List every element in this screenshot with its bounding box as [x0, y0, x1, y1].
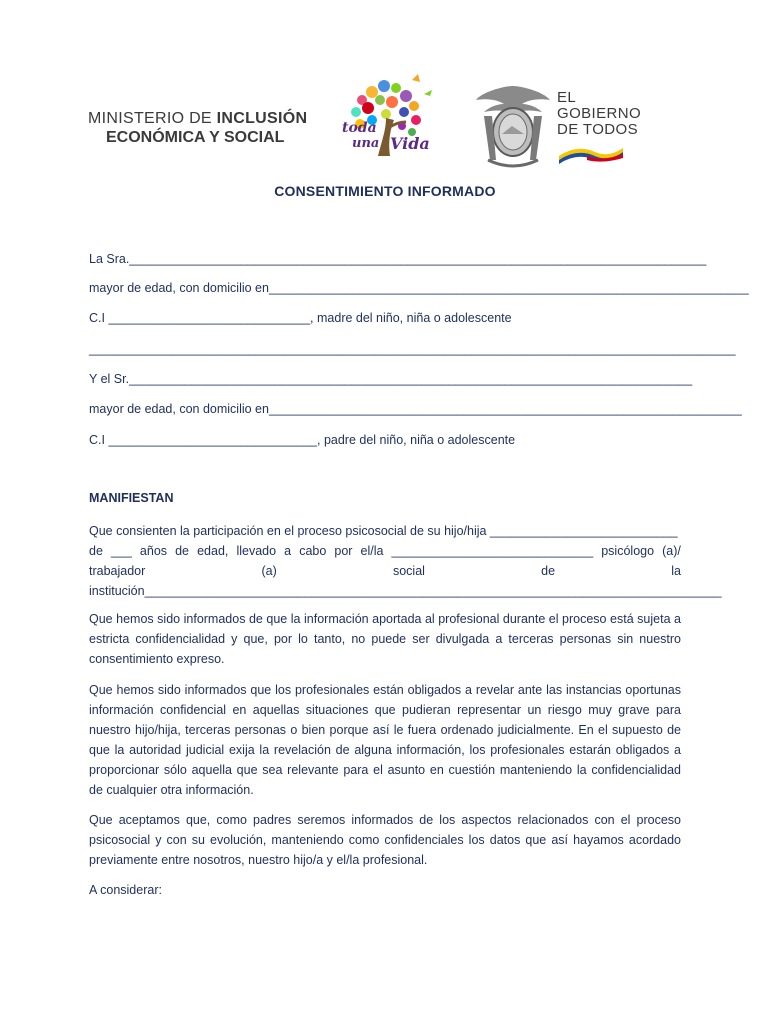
tree-text-una: una	[352, 136, 380, 151]
field-domicilio-madre[interactable]: mayor de edad, con domicilio en_____________________________________________________________________	[89, 281, 749, 295]
gobierno-line2: GOBIERNO	[557, 105, 642, 122]
toda-una-vida-logo	[342, 70, 436, 162]
field-sr[interactable]: Y el Sr._________________________________________________________________________________	[89, 372, 693, 386]
field-ci-madre[interactable]: C.I _____________________________, madre del niño, niña o adolescente	[89, 311, 512, 325]
flag-wave-icon	[557, 142, 625, 164]
coat-of-arms-icon	[474, 82, 552, 170]
el-gobierno-de-todos-logo	[557, 89, 642, 169]
field-domicilio-padre[interactable]: mayor de edad, con domicilio en____________________________________________________________________	[89, 402, 742, 416]
paragraph-confidencialidad: Que hemos sido informados de que la información aportada al profesional durante el proceso está sujeta a estricta confidencialidad y que, por lo tanto, no puede ser divulgada a terceras personas sin nuestro consentimiento expreso.	[89, 612, 681, 666]
gobierno-line3: DE TODOS	[557, 121, 638, 138]
section-heading-manifiestan: MANIFIESTAN	[89, 491, 174, 505]
ministerio-line2: ECONÓMICA Y SOCIAL	[106, 129, 285, 146]
field-ci-padre[interactable]: C.I ______________________________, padre del niño, niña o adolescente	[89, 433, 516, 447]
ministerio-line1: MINISTERIO DE INCLUSIÓN	[88, 110, 308, 127]
field-sra[interactable]: La Sra.___________________________________________________________________________________	[89, 252, 707, 266]
consent-line-1[interactable]: Que consienten la participación en el proceso psicosocial de su hijo/hija ___________________________	[89, 524, 678, 538]
paragraph-consent	[89, 521, 722, 601]
ecuador-coat-of-arms	[474, 82, 552, 170]
consent-line-4[interactable]: institución___________________________________________________________________________________	[89, 584, 722, 598]
paragraph-a-considerar: A considerar:	[89, 883, 162, 897]
ministerio-logo	[88, 110, 308, 147]
gobierno-line1: EL	[557, 89, 577, 106]
paragraph-aceptacion-padres: Que aceptamos que, como padres seremos informados de los aspectos relacionados con el proceso psicosocial y con su evolución, manteniendo como confidenciales los datos que así hayamos acordado previamente entre nosotros, nuestro hijo/a y el/la profesional.	[89, 813, 681, 867]
consent-line-3: trabajador (a) social de la	[89, 564, 681, 578]
document-title: CONSENTIMIENTO INFORMADO	[274, 183, 496, 199]
tree-text-toda: toda	[342, 120, 377, 136]
field-blank-line[interactable]: _____________________________________________________________________________________________	[89, 342, 736, 356]
paragraph-obligacion-revelar: Que hemos sido informados que los profesionales están obligados a revelar ante las instancias oportunas información confidencial en aquellas situaciones que pudieran representar un riesgo muy grave para nuestro hijo/hija, terceras personas o bien porque así le fuera ordenado judicialmente. En el supuesto de que la autoridad judicial exija la revelación de alguna información, los profesionales estarán obligados a proporcionar sólo aquella que sea relevante para el asunto en cuestión manteniendo la confidencialidad de cualquier otra información.	[89, 683, 681, 797]
tree-text-vida: Vida	[390, 134, 430, 153]
consent-line-2[interactable]: de ___ años de edad, llevado a cabo por el/la _____________________________ psicólogo (a)/	[89, 544, 681, 558]
